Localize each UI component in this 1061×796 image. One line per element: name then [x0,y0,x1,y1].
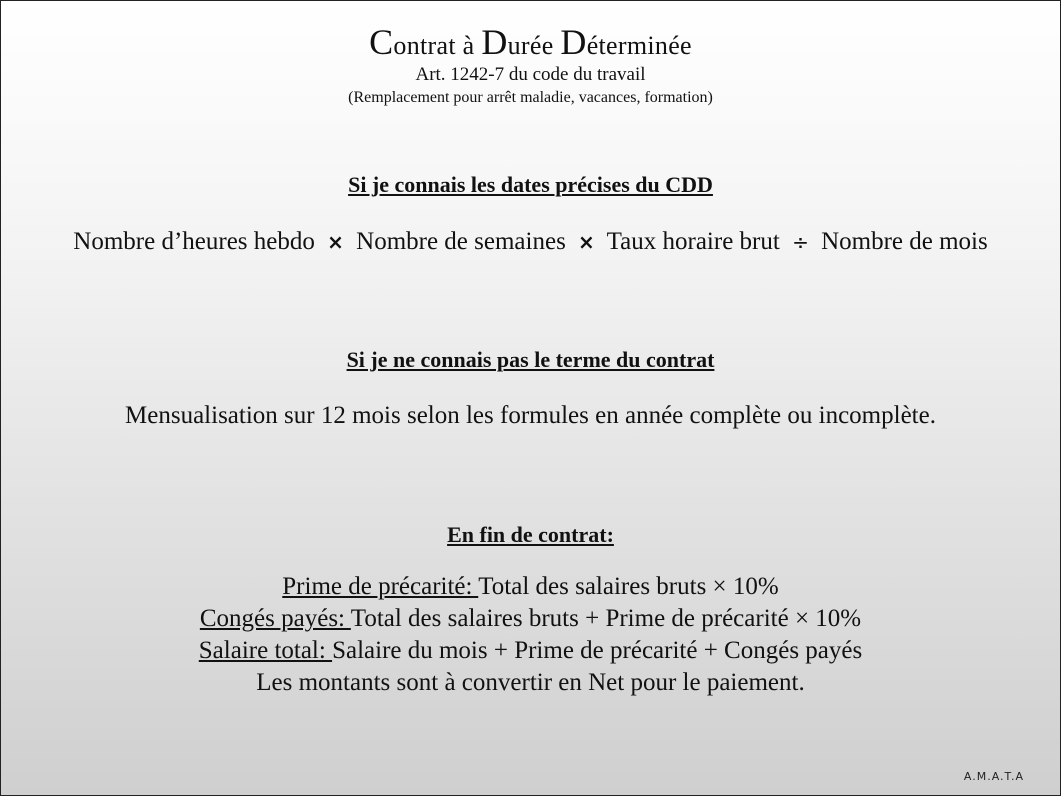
formula-term-weeks: Nombre de semaines [356,228,566,255]
author-signature: A.M.A.T.A [963,770,1024,783]
formula-term-hourly-rate: Taux horaire brut [606,228,780,255]
title-cap-d2: D [560,22,587,62]
line-salaire-total [1,635,1060,667]
line-text: Total des salaires bruts + Prime de précarité × 10% [350,605,862,632]
line-text: Salaire du mois + Prime de précarité + Congés payés [332,637,863,664]
subtitle-note: (Remplacement pour arrêt maladie, vacances, formation) [348,89,713,106]
end-of-contract-lines [1,571,1060,699]
line-conges-payes [1,603,1060,635]
section-heading-unknown-term: Si je ne connais pas le terme du contrat [346,347,715,372]
line-text: Total des salaires bruts × 10% [478,573,779,600]
title-part-2: urée [507,31,561,60]
line-text: Les montants sont à convertir en Net pour le paiement. [256,669,805,696]
title-cap-c: C [369,22,394,62]
unknown-term-text: Mensualisation sur 12 mois selon les formules en année complète ou incomplète. [125,402,936,429]
formula-term-weekly-hours: Nombre d’heures hebdo [73,228,315,255]
line-prime-precarite [1,571,1060,603]
multiply-operator: × [327,230,344,254]
formula-known-dates [1,228,1060,256]
line-label: Salaire total: [198,637,333,664]
title-part-3: éterminée [586,31,692,60]
line-label: Prime de précarité: [282,573,479,600]
line-label: Congés payés: [199,605,351,632]
page-title [1,21,1060,63]
section-heading-end-of-contract: En fin de contrat: [447,522,614,547]
formula-term-months: Nombre de mois [821,228,988,255]
title-cap-d: D [481,22,508,62]
multiply-operator: × [578,230,595,254]
divide-operator: ÷ [792,230,809,254]
subtitle: Art. 1242-7 du code du travail [415,64,646,85]
title-part-1: ontrat à [393,31,482,60]
section-heading-known-dates: Si je connais les dates précises du CDD [348,172,713,197]
line-conversion-note [1,667,1060,699]
